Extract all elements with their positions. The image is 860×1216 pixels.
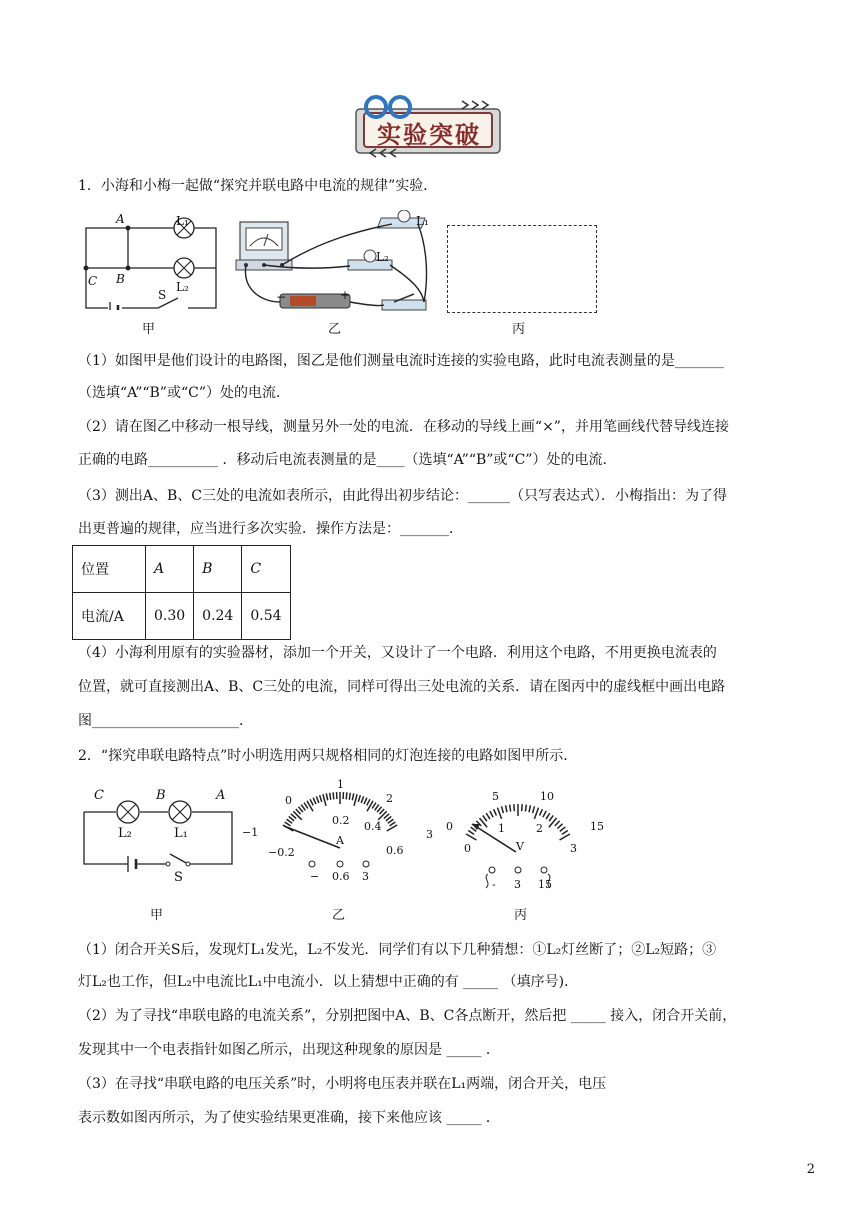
meter-tick — [387, 825, 397, 831]
q1-p4-line3: 图_____________________． — [78, 713, 253, 729]
amm-term-2: 3 — [362, 870, 369, 883]
amm-bot-0: 0.2 — [332, 814, 350, 827]
meter-tick — [296, 809, 301, 814]
meter-tick — [555, 821, 560, 826]
meter-tick — [560, 827, 566, 831]
q2-label-L2: L₂ — [118, 826, 132, 841]
meter-tick — [323, 794, 326, 806]
meter-tick — [333, 792, 334, 799]
meter-tick — [346, 792, 347, 799]
meter-tick — [540, 809, 543, 815]
meter-tick — [361, 796, 364, 803]
amm-bot-1: 0.4 — [364, 820, 382, 833]
banner-title: 实验突破 — [377, 121, 481, 149]
table-cell: A — [146, 546, 194, 593]
label-L1: L₁ — [176, 214, 189, 228]
q2-p1-line2: 灯L₂也工作，但L₂中电流比L₁中电流小．以上猜想中正确的有 _____ （填序号)． — [78, 974, 579, 990]
meter-tick — [320, 795, 322, 802]
meter-tick — [525, 805, 526, 812]
meter-tick — [466, 834, 476, 840]
meter-tick — [389, 822, 395, 826]
volt-term-0: - — [492, 878, 496, 891]
amm-bot-2: 0.6 — [386, 844, 404, 857]
table-cell: 位置 — [73, 546, 146, 593]
label-S: S — [158, 288, 167, 302]
caption-yi: 乙 — [328, 322, 342, 337]
q2-label-A: A — [216, 788, 226, 803]
amm-neg-bottom: −0.2 — [268, 846, 295, 859]
q2-intro: 2．“探究串联电路特点”时小明选用两只规格相同的灯泡连接的电路如图甲所示． — [78, 748, 578, 764]
label-yi-L1: L₁ — [416, 214, 429, 228]
q2-figure-jia — [80, 788, 240, 885]
label-B: B — [116, 272, 125, 286]
table-row — [73, 546, 291, 593]
volt-term-1: 3 — [514, 878, 521, 891]
meter-tick — [543, 811, 546, 817]
meter-tick — [377, 807, 381, 812]
meter-tick — [354, 794, 357, 806]
meter-tick — [494, 809, 497, 815]
q2-label-C: C — [94, 788, 104, 803]
meter-tick — [316, 796, 319, 803]
table-cell: 电流/A — [73, 593, 146, 640]
meter-tick — [358, 795, 360, 802]
volt-top-2: 10 — [540, 790, 554, 803]
volt-bot-2: 2 — [536, 822, 543, 835]
meter-tick — [506, 805, 507, 812]
q2-p2-line2: 发现其中一个电表指针如图乙所示，出现这种现象的原因是 _____ ． — [78, 1042, 500, 1058]
meter-tick — [546, 813, 550, 819]
volt-unit: V — [516, 840, 524, 853]
volt-bot-3: 3 — [570, 842, 577, 855]
q2-caption-jia: 甲 — [150, 908, 164, 923]
q1-p3-line1: （3）测出A、B、C三处的电流如表所示，由此得出初步结论：______（只写表达式）．小梅指出：为了得 — [78, 488, 728, 504]
meter-tick — [367, 799, 370, 805]
amm-top-0: 0 — [285, 794, 292, 807]
meter-tick — [301, 805, 305, 811]
amm-top-1: 1 — [337, 778, 344, 791]
label-minus: − — [276, 290, 287, 304]
q2-ammeter — [240, 778, 440, 888]
meter-tick — [557, 824, 562, 829]
meter-tick — [510, 805, 511, 812]
q1-figure-jia — [78, 210, 228, 314]
meter-tick — [560, 834, 570, 840]
label-plus: + — [340, 288, 351, 302]
meter-tick — [326, 793, 327, 800]
meter-tick — [372, 803, 376, 809]
meter-tick — [293, 811, 301, 819]
meter-tick — [298, 807, 302, 812]
meter-tick — [378, 811, 386, 819]
meter-tick — [501, 806, 503, 813]
q2-p1-line1: （1）闭合开关S后，发现灯L₁发光，L₂不发光．同学们有以下几种猜想：①L₂灯丝断了；②L₂短路；③ — [78, 942, 717, 958]
table-row — [73, 593, 291, 640]
meter-tick — [375, 805, 379, 811]
meter-tick — [304, 803, 308, 809]
volt-term-2: 15 — [538, 878, 552, 891]
label-C: C — [88, 274, 98, 288]
meter-tick — [533, 806, 535, 813]
meter-tick — [468, 830, 474, 834]
amm-top-3: 3 — [426, 828, 433, 841]
amm-top-2: 2 — [386, 792, 393, 805]
meter-tick — [549, 815, 553, 821]
meter-tick — [287, 819, 293, 823]
meter-tick — [497, 808, 501, 819]
meter-tick — [291, 814, 296, 819]
q2-label-B: B — [156, 788, 166, 803]
label-A: A — [116, 212, 125, 226]
q2-caption-bing: 丙 — [514, 908, 528, 923]
meter-tick — [349, 793, 350, 800]
meter-tick — [529, 805, 530, 812]
meter-tick — [562, 830, 568, 834]
q1-figure-yi — [232, 210, 432, 324]
volt-bot-0: 0 — [464, 842, 471, 855]
section-banner — [352, 95, 504, 159]
meter-tick — [386, 816, 391, 820]
table-cell: 0.24 — [194, 593, 242, 640]
meter-tick — [330, 793, 331, 800]
meter-tick — [490, 811, 493, 817]
meter-tick — [486, 813, 490, 819]
q1-p4-line1: （4）小海利用原有的实验器材，添加一个开关，又设计了一个电路．利用这个电路，不用更换电流表的 — [78, 645, 717, 661]
meter-tick — [285, 822, 291, 826]
q1-p3-line2: 出更普遍的规律，应当进行多次实验．操作方法是：_______． — [78, 521, 463, 537]
page-number: 2 — [806, 1162, 815, 1177]
meter-tick — [313, 798, 316, 804]
q1-intro: 1．小海和小梅一起做“探究并联电路中电流的规律”实验． — [78, 178, 438, 194]
q2-caption-yi: 乙 — [332, 908, 346, 923]
volt-top-3: 15 — [590, 820, 604, 833]
amm-term-0: − — [310, 870, 320, 883]
q2-label-S: S — [174, 870, 183, 885]
meter-tick — [384, 814, 389, 819]
amm-unit: A — [336, 834, 344, 847]
q1-p2-line2: 正确的电路__________ ．移动后电流表测量的是____（选填“A”“B”或“C”）处的电流． — [78, 452, 617, 468]
meter-tick — [289, 816, 294, 820]
label-L2: L₂ — [176, 280, 189, 294]
amm-term-1: 0.6 — [332, 870, 350, 883]
meter-tick — [483, 815, 487, 821]
volt-top-1: 5 — [492, 790, 499, 803]
q2-p2-line1: （2）为了寻找“串联电路的电流关系”，分别把图中A、B、C各点断开，然后把 _____ 接入，闭合开关前， — [78, 1008, 737, 1024]
table-cell: 0.30 — [146, 593, 194, 640]
amm-neg-top: −1 — [242, 826, 259, 839]
meter-tick — [352, 793, 353, 800]
q1-p1-line2: （选填“A”“B”或“C”）处的电流． — [78, 385, 290, 401]
caption-bing: 丙 — [512, 322, 526, 337]
volt-bot-1: 1 — [498, 822, 505, 835]
q2-p3-line1: （3）在寻找“串联电路的电压关系”时，小明将电压表并联在L₁两端，闭合开关，电压 — [78, 1076, 607, 1092]
meter-tick — [310, 799, 313, 805]
q2-label-L1: L₁ — [174, 826, 188, 841]
current-table — [72, 545, 291, 640]
q1-p4-line2: 位置，就可直接测出A、B、C三处的电流，同样可得出三处电流的关系．请在图丙中的虚线框中画出电路 — [78, 679, 726, 695]
table-cell: B — [194, 546, 242, 593]
q2-p3-line2: 表示数如图丙所示，为了使实验结果更准确，接下来他应该 _____ ． — [78, 1110, 500, 1126]
meter-tick — [379, 809, 384, 814]
volt-top-0: 0 — [446, 820, 453, 833]
table-cell: 0.54 — [242, 593, 290, 640]
meter-tick — [534, 808, 538, 819]
table-cell: C — [242, 546, 290, 593]
q1-p1-line1: （1）如图甲是他们设计的电路图，图乙是他们测量电流时连接的实验电路，此时电流表测量的是_______ — [78, 353, 724, 369]
q2-voltmeter — [442, 786, 612, 896]
label-yi-L2: L₂ — [376, 250, 389, 264]
meter-tick — [388, 819, 394, 823]
q1-p2-line1: （2）请在图乙中移动一根导线，测量另外一处的电流．在移动的导线上画“×”，并用笔画线代替导线连接 — [78, 419, 729, 435]
meter-tick — [364, 798, 367, 804]
caption-jia: 甲 — [142, 322, 156, 337]
q1-figure-bing-box[interactable] — [447, 225, 597, 313]
